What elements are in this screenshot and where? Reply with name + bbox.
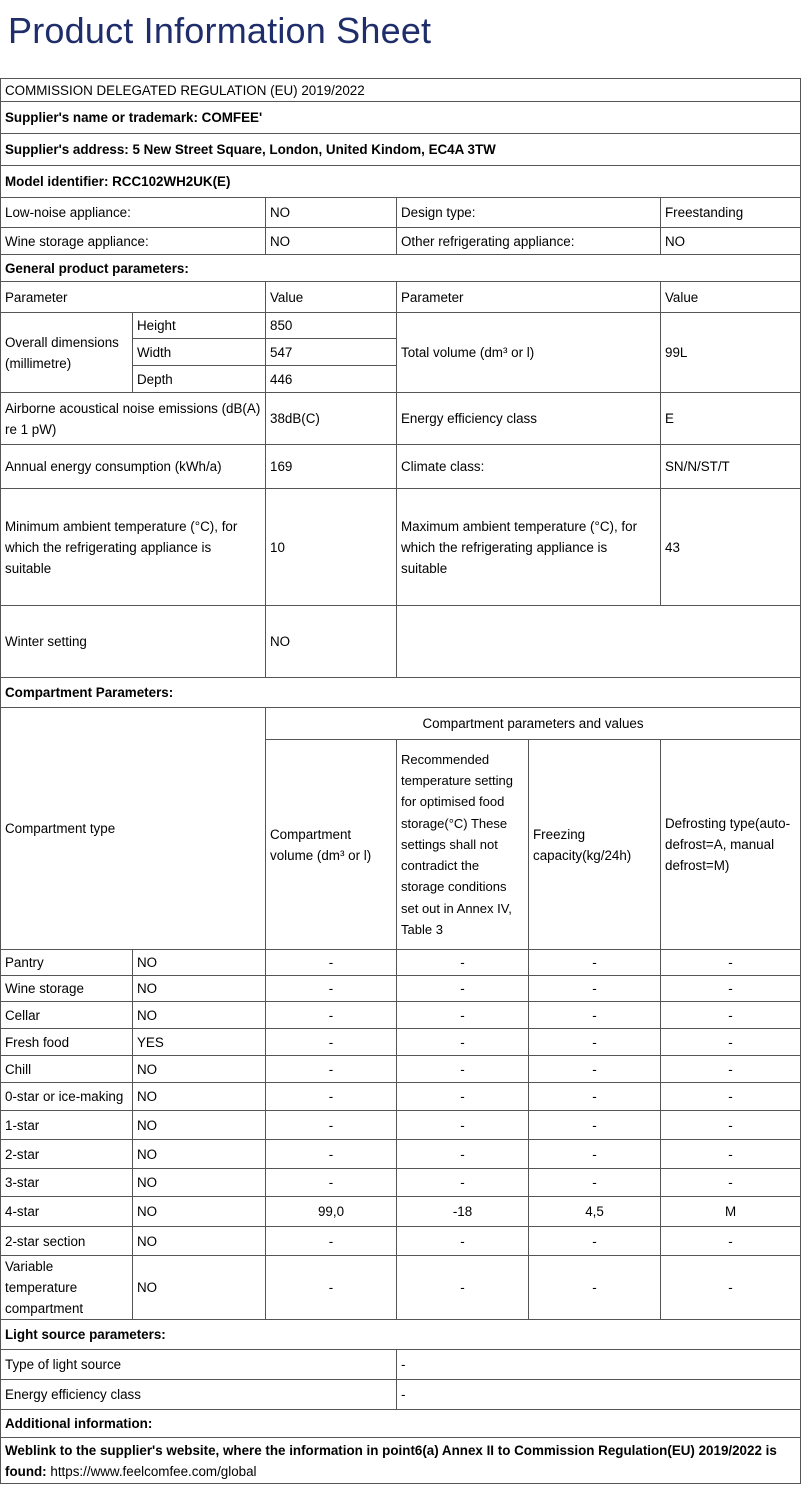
wine-storage-label: Wine storage appliance: xyxy=(1,228,266,255)
general-header: General product parameters: xyxy=(1,255,801,282)
compartment-params-values-header: Compartment parameters and values xyxy=(266,708,801,740)
compartment-temp: - xyxy=(397,1256,529,1320)
compartment-name: 2-star xyxy=(1,1140,133,1169)
compartment-freezing: - xyxy=(529,1256,661,1320)
compartment-present: NO xyxy=(133,1140,266,1169)
max-temp-label: Maximum ambient temperature (°C), for which the refrigerating appliance is suitable xyxy=(397,489,661,606)
light-class-label: Energy efficiency class xyxy=(1,1380,397,1410)
compartment-present: YES xyxy=(133,1029,266,1056)
total-volume-label: Total volume (dm³ or l) xyxy=(397,313,661,393)
col-value-right: Value xyxy=(661,282,801,313)
compartment-freezing: - xyxy=(529,1140,661,1169)
col-defrost-header: Defrosting type(auto-defrost=A, manual defrost=M) xyxy=(661,740,801,950)
compartment-temp: - xyxy=(397,1056,529,1083)
compartment-defrost: - xyxy=(661,1169,801,1197)
compartment-row xyxy=(1,1256,801,1320)
light-header: Light source parameters: xyxy=(1,1320,801,1350)
compartment-freezing: - xyxy=(529,950,661,976)
design-type-value: Freestanding xyxy=(661,198,801,228)
light-type-value: - xyxy=(397,1350,801,1380)
compartment-rows xyxy=(1,950,801,1320)
compartment-row xyxy=(1,1140,801,1169)
compartment-freezing: - xyxy=(529,1083,661,1111)
low-noise-label: Low-noise appliance: xyxy=(1,198,266,228)
compartment-row xyxy=(1,1227,801,1256)
compartment-name: Cellar xyxy=(1,1002,133,1029)
compartment-volume: 99,0 xyxy=(266,1197,397,1227)
noise-value: 38dB(C) xyxy=(266,393,397,445)
height-value: 850 xyxy=(266,313,397,339)
winter-empty-cell xyxy=(397,606,801,678)
col-value-left: Value xyxy=(266,282,397,313)
compartment-name: 4-star xyxy=(1,1197,133,1227)
compartment-present: NO xyxy=(133,1111,266,1140)
compartment-defrost: - xyxy=(661,950,801,976)
climate-class-label: Climate class: xyxy=(397,445,661,489)
energy-class-label: Energy efficiency class xyxy=(397,393,661,445)
compartment-present: NO xyxy=(133,1083,266,1111)
compartment-name: Variable temperature compartment xyxy=(1,1256,133,1320)
compartment-name: Wine storage xyxy=(1,976,133,1002)
compartment-present: NO xyxy=(133,1002,266,1029)
compartment-freezing: - xyxy=(529,1169,661,1197)
low-noise-value: NO xyxy=(266,198,397,228)
compartment-temp: - xyxy=(397,1140,529,1169)
total-volume-value: 99L xyxy=(661,313,801,393)
min-temp-label: Minimum ambient temperature (°C), for which the refrigerating appliance is suitable xyxy=(1,489,266,606)
compartment-row xyxy=(1,1083,801,1111)
compartment-volume: - xyxy=(266,1256,397,1320)
info-table xyxy=(0,78,801,1484)
width-label: Width xyxy=(133,339,266,366)
compartment-defrost: - xyxy=(661,976,801,1002)
compartment-defrost: - xyxy=(661,1083,801,1111)
height-label: Height xyxy=(133,313,266,339)
compartment-row xyxy=(1,1111,801,1140)
compartment-defrost: - xyxy=(661,1111,801,1140)
compartment-freezing: - xyxy=(529,1227,661,1256)
compartment-name: 1-star xyxy=(1,1111,133,1140)
col-parameter-left: Parameter xyxy=(1,282,266,313)
max-temp-value: 43 xyxy=(661,489,801,606)
compartment-volume: - xyxy=(266,1111,397,1140)
min-temp-value: 10 xyxy=(266,489,397,606)
compartment-present: NO xyxy=(133,950,266,976)
compartment-volume: - xyxy=(266,1002,397,1029)
compartment-name: Pantry xyxy=(1,950,133,976)
design-type-label: Design type: xyxy=(397,198,661,228)
compartment-row xyxy=(1,1002,801,1029)
compartment-present: NO xyxy=(133,1169,266,1197)
compartment-present: NO xyxy=(133,1197,266,1227)
compartment-row xyxy=(1,1169,801,1197)
compartment-temp: - xyxy=(397,1227,529,1256)
compartment-temp: - xyxy=(397,1083,529,1111)
weblink-cell xyxy=(1,1438,801,1484)
annual-energy-value: 169 xyxy=(266,445,397,489)
col-temp-header: Recommended temperature setting for optimised food storage(°C) These settings shall not contradict the storage conditions set out in Annex IV, Table 3 xyxy=(397,740,529,950)
compartment-freezing: - xyxy=(529,1111,661,1140)
compartment-temp: - xyxy=(397,1029,529,1056)
compartment-type-header: Compartment type xyxy=(1,708,266,950)
compartment-present: NO xyxy=(133,1227,266,1256)
compartment-freezing: - xyxy=(529,1029,661,1056)
col-volume-header: Compartment volume (dm³ or l) xyxy=(266,740,397,950)
light-class-value: - xyxy=(397,1380,801,1410)
compartment-row xyxy=(1,1197,801,1227)
compartment-defrost: - xyxy=(661,1056,801,1083)
light-type-label: Type of light source xyxy=(1,1350,397,1380)
compartment-volume: - xyxy=(266,1140,397,1169)
compartment-volume: - xyxy=(266,976,397,1002)
compartment-volume: - xyxy=(266,1056,397,1083)
weblink-url[interactable]: https://www.feelcomfee.com/global xyxy=(50,1463,257,1479)
compartment-present: NO xyxy=(133,976,266,1002)
other-refrig-value: NO xyxy=(661,228,801,255)
weblink-text: Weblink to the supplier's website, where the information in point6(a) Annex II to Commission Regulation(EU) 2019/2022 is found: xyxy=(5,1442,777,1479)
winter-setting-value: NO xyxy=(266,606,397,678)
compartment-freezing: - xyxy=(529,1002,661,1029)
annual-energy-label: Annual energy consumption (kWh/a) xyxy=(1,445,266,489)
compartment-header: Compartment Parameters: xyxy=(1,678,801,708)
compartment-row xyxy=(1,976,801,1002)
compartment-volume: - xyxy=(266,1227,397,1256)
compartment-present: NO xyxy=(133,1256,266,1320)
page-title: Product Information Sheet xyxy=(8,10,432,51)
compartment-name: 3-star xyxy=(1,1169,133,1197)
supplier-name: Supplier's name or trademark: COMFEE' xyxy=(1,102,801,134)
additional-header: Additional information: xyxy=(1,1410,801,1438)
depth-label: Depth xyxy=(133,366,266,393)
compartment-temp: - xyxy=(397,976,529,1002)
compartment-temp: - xyxy=(397,1169,529,1197)
model-identifier: Model identifier: RCC102WH2UK(E) xyxy=(1,166,801,198)
compartment-volume: - xyxy=(266,1029,397,1056)
width-value: 547 xyxy=(266,339,397,366)
compartment-temp: - xyxy=(397,1111,529,1140)
other-refrig-label: Other refrigerating appliance: xyxy=(397,228,661,255)
wine-storage-value: NO xyxy=(266,228,397,255)
compartment-name: Fresh food xyxy=(1,1029,133,1056)
compartment-temp: - xyxy=(397,1002,529,1029)
compartment-present: NO xyxy=(133,1056,266,1083)
compartment-row xyxy=(1,1029,801,1056)
energy-class-value: E xyxy=(661,393,801,445)
compartment-defrost: - xyxy=(661,1002,801,1029)
col-parameter-right: Parameter xyxy=(397,282,661,313)
compartment-defrost: M xyxy=(661,1197,801,1227)
compartment-freezing: 4,5 xyxy=(529,1197,661,1227)
compartment-defrost: - xyxy=(661,1256,801,1320)
compartment-defrost: - xyxy=(661,1029,801,1056)
compartment-name: 2-star section xyxy=(1,1227,133,1256)
compartment-defrost: - xyxy=(661,1227,801,1256)
winter-setting-label: Winter setting xyxy=(1,606,266,678)
compartment-name: Chill xyxy=(1,1056,133,1083)
col-freezing-header: Freezing capacity(kg/24h) xyxy=(529,740,661,950)
climate-class-value: SN/N/ST/T xyxy=(661,445,801,489)
noise-label: Airborne acoustical noise emissions (dB(A) re 1 pW) xyxy=(1,393,266,445)
compartment-temp: -18 xyxy=(397,1197,529,1227)
compartment-temp: - xyxy=(397,950,529,976)
compartment-freezing: - xyxy=(529,1056,661,1083)
compartment-name: 0-star or ice-making xyxy=(1,1083,133,1111)
compartment-volume: - xyxy=(266,1169,397,1197)
compartment-volume: - xyxy=(266,1083,397,1111)
supplier-address: Supplier's address: 5 New Street Square, London, United Kindom, EC4A 3TW xyxy=(1,134,801,166)
compartment-freezing: - xyxy=(529,976,661,1002)
regulation-text: COMMISSION DELEGATED REGULATION (EU) 2019/2022 xyxy=(1,79,801,102)
compartment-volume: - xyxy=(266,950,397,976)
compartment-row xyxy=(1,1056,801,1083)
overall-dimensions-label: Overall dimensions (millimetre) xyxy=(1,313,133,393)
compartment-row xyxy=(1,950,801,976)
depth-value: 446 xyxy=(266,366,397,393)
compartment-defrost: - xyxy=(661,1140,801,1169)
